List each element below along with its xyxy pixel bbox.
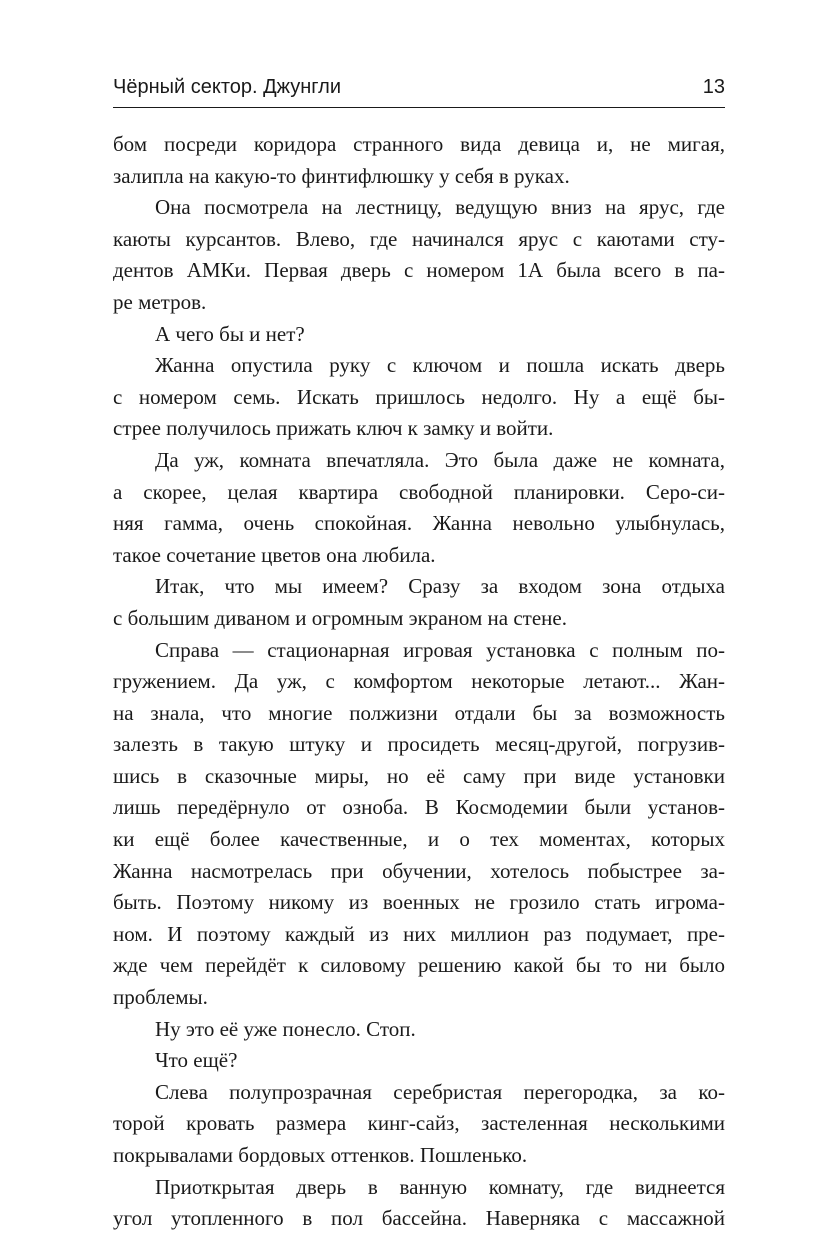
text-line: лишь передёрнуло от озноба. В Космодемии были установ- xyxy=(113,795,725,820)
text-line: Слева полупрозрачная серебристая перегородка, за ко- xyxy=(155,1079,725,1104)
page-number: 13 xyxy=(702,76,725,98)
text-line: а скорее, целая квартира свободной планировки. Серо-си- xyxy=(113,479,725,504)
text-line: торой кровать размера кинг-сайз, застеленная несколькими xyxy=(113,1111,725,1136)
text-line: ном. И поэтому каждый из них миллион раз подумает, пре- xyxy=(113,921,725,946)
text-line: бом посреди коридора странного вида девица и, не мигая, xyxy=(113,132,725,156)
text-line: гружением. Да уж, с комфортом некоторые летают... Жан- xyxy=(113,669,725,694)
header-rule xyxy=(113,107,725,108)
running-head xyxy=(113,72,725,106)
text-line: с номером семь. Искать пришлось недолго. Ну а ещё бы- xyxy=(113,384,725,409)
text-line: Что ещё? xyxy=(155,1048,238,1073)
text-line: стрее получилось прижать ключ к замку и войти. xyxy=(113,416,554,441)
text-line: на знала, что многие полжизни отдали бы за возможность xyxy=(113,700,725,725)
text-line: Жанна опустила руку с ключом и пошла искать дверь xyxy=(155,353,725,378)
text-line: покрывалами бордовых оттенков. Пошленько. xyxy=(113,1143,528,1167)
text-line: каюты курсантов. Влево, где начинался ярус с каютами сту- xyxy=(113,226,725,251)
text-line: Она посмотрела на лестницу, ведущую вниз на ярус, где xyxy=(155,195,725,220)
body-text xyxy=(113,129,725,1235)
text-line: шись в сказочные миры, но её саму при виде установки xyxy=(113,763,725,788)
text-line: ки ещё более качественные, и о тех моментах, которых xyxy=(113,827,725,852)
text-line: жде чем перейдёт к силовому решению какой бы то ни было xyxy=(113,953,725,978)
text-line: няя гамма, очень спокойная. Жанна невольно улыбнулась, xyxy=(113,511,725,536)
text-line: Итак, что мы имеем? Сразу за входом зона отдыха xyxy=(155,574,725,599)
text-line: дентов АМКи. Первая дверь с номером 1А была всего в па- xyxy=(113,258,725,283)
text-line: залипла на какую-то финтифлюшку у себя в руках. xyxy=(113,163,570,188)
running-title: Чёрный сектор. Джунгли xyxy=(113,76,342,98)
text-line: А чего бы и нет? xyxy=(155,321,305,346)
text-line: Приоткрытая дверь в ванную комнату, где виднеется xyxy=(155,1174,725,1199)
text-line: с большим диваном и огромным экраном на стене. xyxy=(113,605,567,630)
text-line: такое сочетание цветов она любила. xyxy=(113,542,436,567)
text-line: проблемы. xyxy=(113,985,208,1010)
text-line: Да уж, комната впечатляла. Это была даже не комната, xyxy=(155,447,725,472)
text-line: ре метров. xyxy=(113,289,207,314)
text-line: Ну это её уже понесло. Стоп. xyxy=(155,1016,416,1041)
text-line: залезть в такую штуку и просидеть месяц-другой, погрузив- xyxy=(113,732,725,757)
text-line: Справа — стационарная игровая установка с полным по- xyxy=(155,637,725,662)
text-line: Жанна насмотрелась при обучении, хотелось побыстрее за- xyxy=(113,858,725,883)
text-line: быть. Поэтому никому из военных не грозило стать игрома- xyxy=(113,890,725,915)
text-line: угол утопленного в пол бассейна. Наверняка с массажной xyxy=(113,1206,725,1231)
